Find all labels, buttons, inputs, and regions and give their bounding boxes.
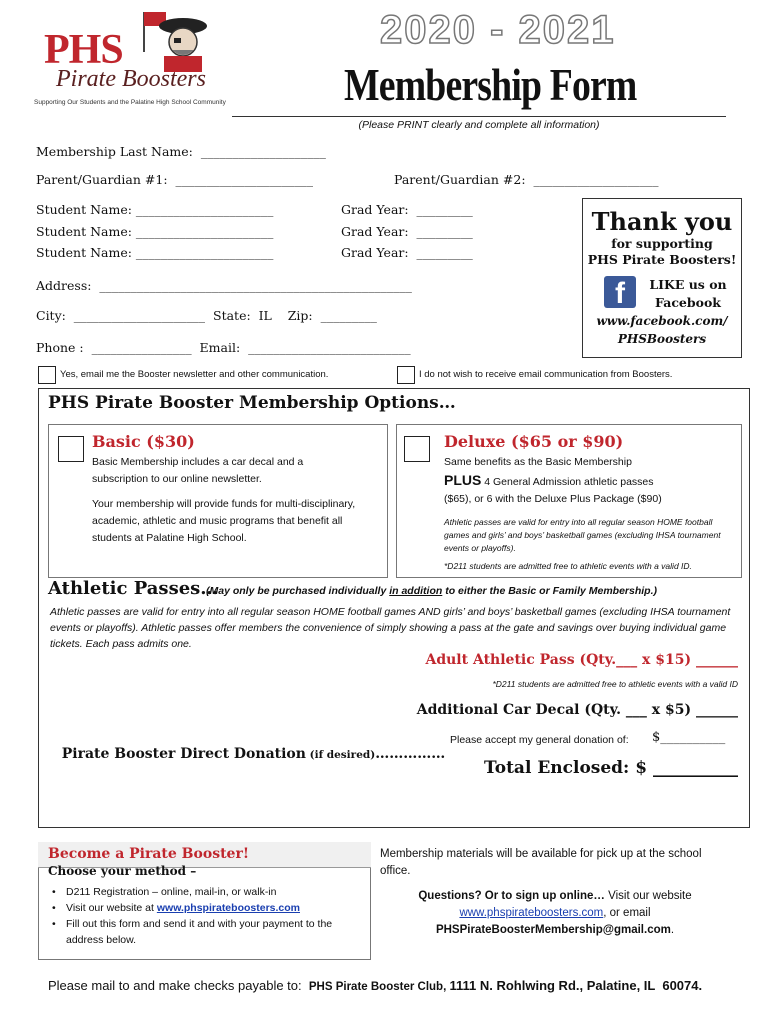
method-website-text: Visit our website at: [66, 902, 157, 914]
grad-year-field-2[interactable]: Grad Year: _________: [341, 224, 473, 239]
newsletter-no-label: I do not wish to receive email communication from Boosters.: [419, 369, 673, 380]
donation-amount-field[interactable]: $__________: [652, 730, 726, 745]
basic-heading: Basic ($30): [92, 432, 195, 451]
mail-address: 1111 N. Rohlwing Rd., Palatine, IL 60074.: [449, 978, 703, 993]
facebook-line: Facebook: [655, 295, 721, 310]
deluxe-passes-text-a: 4 General Admission athletic passes: [481, 476, 654, 488]
mail-instructions: [48, 978, 702, 993]
pirate-mascot-icon: [150, 14, 216, 72]
year-range: 2020 - 2021: [380, 8, 616, 52]
choose-method-text: Choose your method –: [48, 864, 197, 878]
questions-text: [380, 888, 730, 939]
logo-script: Pirate Boosters: [56, 66, 206, 92]
title-rule: [232, 116, 726, 117]
deluxe-note: Athletic passes are valid for entry into all regular season HOME football games and girls’ and boys’ basketball games (excluding IHSA tournament events or playoffs).: [444, 517, 721, 553]
address-field[interactable]: Address: __________________________________________________: [36, 278, 412, 293]
method-d211: • D211 Registration – online, mail-in, or walk-in: [52, 884, 366, 900]
form-title: Membership Form: [344, 59, 637, 110]
mail-club: PHS Pirate Booster Club,: [308, 981, 450, 993]
questions-website-link[interactable]: www.phspirateboosters.com: [459, 907, 604, 919]
athletic-passes-description: Athletic passes are valid for entry into all regular season HOME football games AND girls’ and boys’ basketball games (excluding IHSA tournament events or playoffs). Athletic passes offer members the convenience of simply showing a pass at the gate and savings over buying individual game tickets. Each pass admits one.: [50, 606, 731, 650]
plus-word: PLUS: [444, 472, 482, 488]
city-state-zip-field[interactable]: City: _____________________ State: IL Zip: _________: [36, 308, 377, 323]
donation-accept-text: Please accept my general donation of:: [450, 734, 629, 746]
become-booster-title: Become a Pirate Booster!: [48, 846, 249, 862]
questions-period: .: [670, 924, 675, 936]
method-list: [52, 884, 366, 948]
membership-options-title: PHS Pirate Booster Membership Options…: [48, 393, 456, 413]
membership-last-name-field[interactable]: Membership Last Name: ____________________: [36, 144, 326, 159]
deluxe-heading: Deluxe ($65 or $90): [444, 432, 624, 451]
thank-you-heading: Thank you: [591, 207, 733, 236]
website-link[interactable]: www.phspirateboosters.com: [156, 902, 300, 914]
athletic-sub-b: in addition: [389, 585, 443, 597]
student-name-field-3[interactable]: Student Name: ______________________: [36, 245, 274, 260]
newsletter-yes-label: Yes, email me the Booster newsletter and other communication.: [60, 369, 329, 380]
deluxe-passes-text-b: ($65), or 6 with the Deluxe Plus Package ($90): [444, 493, 662, 505]
newsletter-yes-checkbox[interactable]: [38, 366, 56, 384]
method-website: [52, 900, 366, 916]
donation-label: Pirate Booster Direct Donation: [61, 746, 306, 762]
facebook-url[interactable]: [584, 312, 740, 348]
pickup-text: Membership materials will be available for pick up at the school office.: [380, 848, 702, 877]
basic-funds-text: Your membership will provide funds for multi-disciplinary, academic, athletic and music programs that benefit all students at Palatine High School.: [92, 498, 356, 544]
basic-checkbox[interactable]: [58, 436, 84, 462]
donation-if-desired: (if desired): [305, 749, 376, 761]
facebook-like-text: [640, 276, 736, 312]
student-name-field-1[interactable]: Student Name: ______________________: [36, 202, 274, 217]
logo-phs: PHS: [44, 27, 123, 73]
facebook-url-line-1: www.facebook.com/: [596, 314, 728, 328]
basic-description: Basic Membership includes a car decal and a subscription to our online newsletter.: [92, 456, 304, 485]
questions-visit: Visit our website: [604, 890, 692, 902]
thank-you-line-1: for supporting: [611, 236, 713, 251]
grad-year-field-3[interactable]: Grad Year: _________: [341, 245, 473, 260]
facebook-url-line-2: PHSBoosters: [617, 332, 707, 346]
car-decal-line[interactable]: Additional Car Decal (Qty. ___ x $5) ______: [416, 702, 738, 718]
newsletter-no-checkbox[interactable]: [397, 366, 415, 384]
questions-lead: Questions? Or to sign up online…: [418, 890, 605, 902]
like-us-line: LIKE us on: [649, 277, 727, 292]
athletic-sub-a: (May only be purchased individually: [206, 585, 390, 597]
deluxe-d211-note: *D211 students are admitted free to athletic events with a valid ID.: [444, 561, 692, 571]
athletic-passes-subtitle: [206, 585, 657, 597]
parent-guardian-1-field[interactable]: Parent/Guardian #1: ______________________: [36, 172, 313, 187]
questions-or: , or email: [603, 907, 651, 919]
athletic-passes-title: Athletic Passes…: [48, 578, 219, 599]
adult-pass-note: *D211 students are admitted free to athletic events with a valid ID: [492, 679, 738, 689]
phone-email-field[interactable]: Phone : ________________ Email: __________________________: [36, 340, 411, 355]
donation-dots: ……………: [375, 746, 446, 762]
logo-tagline: Supporting Our Students and the Palatine High School Community: [34, 99, 226, 106]
adult-athletic-pass-line[interactable]: Adult Athletic Pass (Qty.___ x $15) ______: [425, 652, 738, 668]
method-mail: • Fill out this form and send it and with your payment to the address below.: [52, 916, 366, 948]
grad-year-field-1[interactable]: Grad Year: _________: [341, 202, 473, 217]
thank-you-line-2: PHS Pirate Boosters!: [587, 252, 737, 267]
mail-lead: Please mail to and make checks payable to:: [48, 978, 309, 993]
deluxe-benefits: Same benefits as the Basic Membership: [444, 456, 632, 468]
deluxe-passes: [444, 472, 740, 508]
student-name-field-2[interactable]: Student Name: ______________________: [36, 224, 274, 239]
parent-guardian-2-field[interactable]: Parent/Guardian #2: ____________________: [394, 172, 659, 187]
deluxe-checkbox[interactable]: [404, 436, 430, 462]
facebook-icon[interactable]: f: [604, 276, 636, 308]
athletic-sub-c: to either the Basic or Family Membership.): [442, 585, 658, 597]
membership-email-link[interactable]: PHSPirateBoosterMembership@gmail.com: [435, 924, 671, 936]
print-note: (Please PRINT clearly and complete all information): [358, 119, 600, 131]
total-enclosed-line[interactable]: Total Enclosed: $ __________: [484, 758, 738, 778]
